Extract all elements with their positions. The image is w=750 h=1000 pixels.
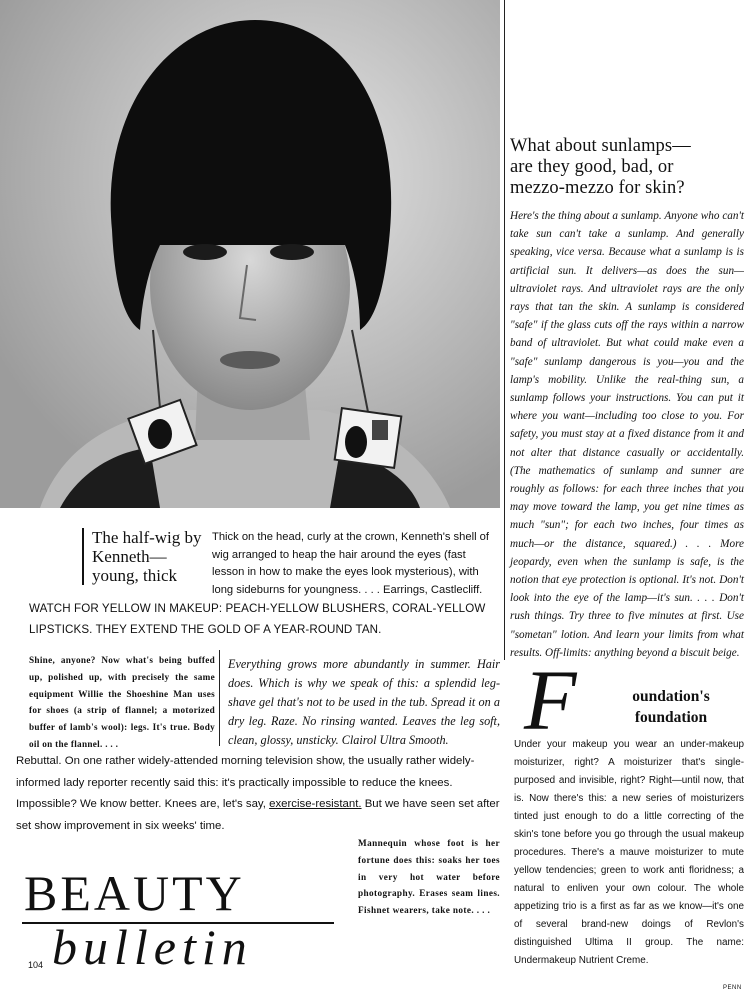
rebuttal-text-after: But we have seen set after set show improvement in six weeks' time.: [16, 798, 500, 832]
foundation-initial: F: [524, 652, 577, 748]
sunlamp-title-line3: mezzo-mezzo for skin?: [510, 178, 685, 198]
sunlamp-body: Here's the thing about a sunlamp. Anyone who can't take sun can't take a sunlamp. And generally speaking, vice versa. Because what a sunlamp is is artificial sun. It delivers—as does the sun—ultraviolet rays. And ultraviolet rays are the only rays that tan the skin. A sunlamp is considered "safe" if the glass cuts off the rays within a narrow band of ultraviolet. But what could make even a "safe" sunlamp dangerous is you—you and the lamp's mobility. Unlike the real-thing sun, a sunlamp follows your instructions. You can put it where you want—including too close to you. For safety, you must stay at a fixed distance from it and not alter that distance casually or accidentally. (The mathematics of sunlamp and sunner are roughly as follows: for each three inches that you may move toward the lamp, you get nine times as much "sun"; for each two inches, four times as much—or the distance, squared.) . . . More jeopardy, even when the sunlamp is safe, is the notion that eye protection is optional. It's not. Don't look into the eye of the lamp—it's sun. . . . Don't rush things. Try three to five minutes at first. Use "sometan" lotion. And learn your limits from what results. Off-limits: anything beyond a biscuit beige.: [510, 210, 744, 659]
half-wig-body: Thick on the head, curly at the crown, Kenneth's shell of wig arranged to heap the hair around the eyes (fast lesson in how to make the eyes look mysterious), with long sideburns for youngness. . . . Earrings, Castlecliff.: [212, 531, 490, 596]
foundation-title: [600, 686, 742, 728]
rebuttal-paragraph: [16, 751, 500, 837]
logo-beauty-word: BEAUTY: [24, 865, 245, 921]
foundation-title-line1: oundation's: [632, 688, 710, 705]
page-number: 104: [28, 960, 44, 970]
leg-shave-note: Everything grows more abundantly in summer. Hair does. Which is why we speak of this: a splendid leg-shave gel that's not to be used in the tub. Spread it on a dry leg. Raze. No rinsing wanted. Leaves the leg soft, clean, glossy, unsticky. Clairol Ultra Smooth.: [228, 657, 500, 747]
sunlamp-title: [510, 136, 744, 199]
column-divider: [504, 0, 505, 660]
rebuttal-underlined: exercise-resistant.: [269, 798, 362, 810]
mannequin-note: Mannequin whose foot is her fortune does this: soaks her toes in very hot water before photography. Erases seam lines. Fishnet wearers, take note. . . .: [358, 838, 500, 916]
foundation-title-line2: foundation: [634, 709, 708, 726]
logo-bulletin-word: bulletin: [52, 919, 253, 975]
sunlamp-title-line2: are they good, bad, or: [510, 157, 674, 177]
yellow-makeup-note: WATCH FOR YELLOW IN MAKEUP: PEACH-YELLOW BLUSHERS, CORAL-YELLOW LIPSTICKS. THEY EXTEND THE GOLD OF A YEAR-ROUND TAN.: [29, 602, 486, 636]
sunlamp-title-line1: What about sunlamps—: [510, 136, 691, 156]
photo-credit: PENN: [723, 985, 742, 991]
shine-note: Shine, anyone? Now what's being buffed up, polished up, with precisely the same equipment Willie the Shoeshine Man uses for shoes (a strip of flannel; a motorized buffer of lamb's wool): legs. It's true. Body oil on the flannel. . . .: [29, 655, 215, 749]
half-wig-heading: The half-wig by Kenneth—young, thick: [82, 528, 210, 585]
portrait-photo: [0, 0, 500, 508]
shine-divider: [219, 650, 220, 746]
sunlamp-article: [510, 136, 744, 662]
rebuttal-text-before: Rebuttal. On one rather widely-attended morning television show, the usually rather widely-informed lady reporter recently said this: it's practically impossible to reduce the knees. Impossible? We know better. Knees are, let's say,: [16, 755, 475, 810]
portrait-illustration: [0, 0, 500, 508]
foundation-body: Under your makeup you wear an under-makeup moisturizer, right? A moisturizer that's single-purposed and invisible, right? Right—until now, that is. Now there's this: a new series of moisturizers tinted just enough to do a little correcting of the skin's tone before you go through the usual makeup procedures. There's a mauve moisturizer to mute yellow tendencies; green to work anti floridness; a natural to enliven your own colour. The whole appetizing trio is a first as far as we know—it's one of several brand-new doings of Revlon's distinguished Ultima II group. The name: Undermakeup Nutrient Creme.: [514, 739, 744, 966]
